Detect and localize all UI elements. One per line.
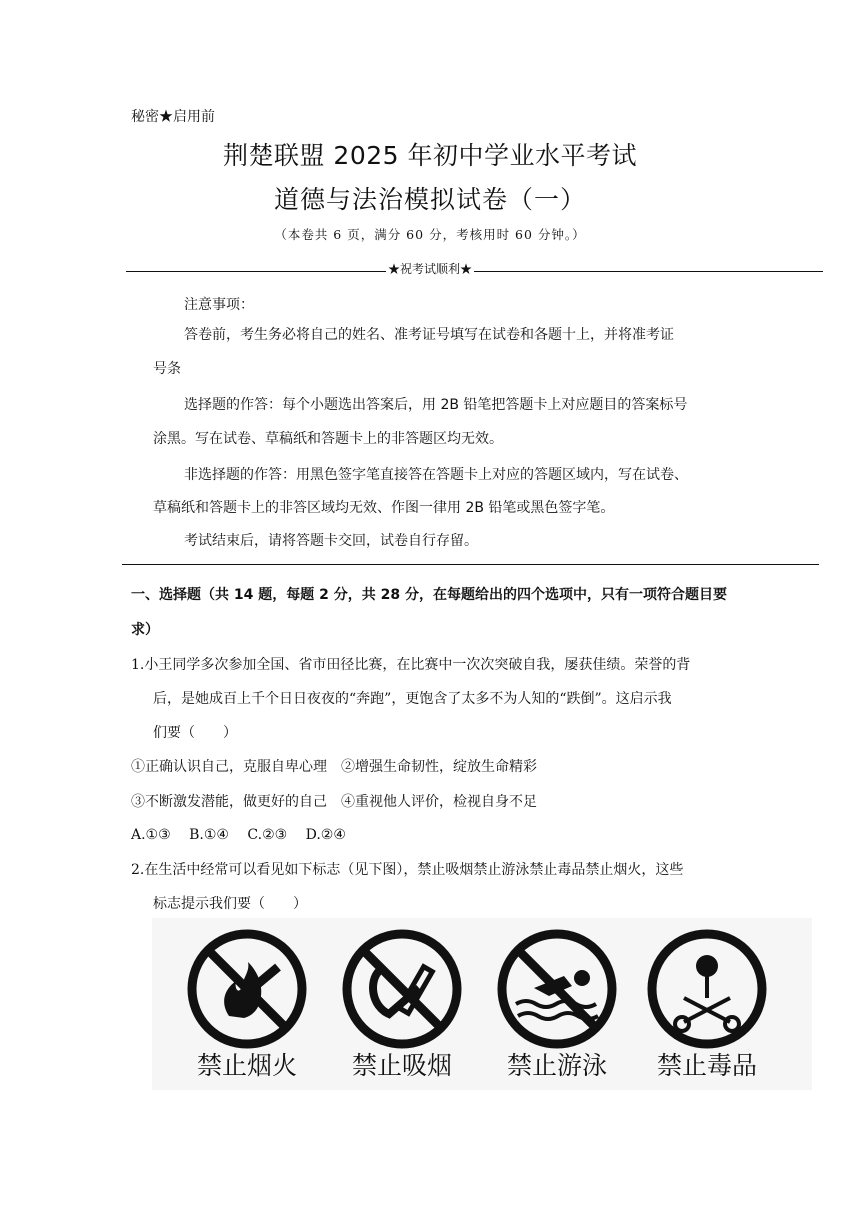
- no-fire-icon: [184, 926, 310, 1052]
- no-smoking-label: 禁止吸烟: [351, 1051, 452, 1080]
- notice-item-1-cont: 号条: [153, 361, 181, 377]
- no-fire-label: 禁止烟火: [196, 1051, 297, 1080]
- no-swimming-icon: [494, 926, 620, 1052]
- question-1-answers: A.①③ B.①④ C.②③ D.②④: [131, 827, 346, 843]
- no-smoking-icon: [339, 926, 465, 1052]
- prohibition-signs-image: [152, 918, 812, 1090]
- no-smoking-sign: [327, 918, 477, 1090]
- confidential-label: 秘密★启用前: [131, 109, 215, 125]
- section-heading: 一、选择题（共 14 题，每题 2 分，共 28 分，在每题给出的四个选项中，只有一项符合题目要求）: [131, 587, 727, 638]
- question-1-line-3: 们要（ ）: [153, 725, 237, 741]
- question-1-options-2: ③不断激发潜能，做更好的自己 ④重视他人评价，检视自身不足: [131, 794, 537, 810]
- no-fire-sign: [172, 918, 322, 1090]
- question-1-line-2: 后，是她成百上千个日日夜夜的“奔跑”，更饱含了太多不为人知的“跌倒”。这启示我: [153, 691, 672, 707]
- no-swimming-label: 禁止游泳: [506, 1051, 607, 1080]
- exam-title: 荆楚联盟 2025 年初中学业水平考试: [222, 141, 638, 170]
- notice-divider: [122, 564, 819, 565]
- notice-heading: 注意事项：: [184, 297, 254, 313]
- question-2-line-2: 标志提示我们要（ ）: [153, 896, 307, 912]
- notice-item-1: 答卷前，考生务必将自己的姓名、准考证号填写在试卷和各题十上，并将准考证: [184, 327, 674, 343]
- question-2-line-1: 2.在生活中经常可以看见如下标志（见下图），禁止吸烟禁止游泳禁止毒品禁止烟火，这些: [131, 862, 684, 878]
- notice-item-3: 非选择题的作答：用黑色签字笔直接答在答题卡上对应的答题区域内，写在试卷、: [184, 467, 688, 483]
- question-1-options-1: ①正确认识自己，克服自卑心理 ②增强生命韧性，绽放生命精彩: [131, 759, 537, 775]
- no-drugs-label: 禁止毒品: [656, 1051, 757, 1080]
- good-luck-banner: [0, 260, 860, 277]
- notice-item-3-cont: 草稿纸和答题卡上的非答区域均无效、作图一律用 2B 铅笔或黑色签字笔。: [153, 500, 615, 516]
- no-drugs-sign: [632, 918, 782, 1090]
- notice-item-2-cont: 涂黑。写在试卷、草稿纸和答题卡上的非答题区均无效。: [153, 431, 503, 447]
- question-1-line-1: 1.小王同学多次参加全国、省市田径比赛，在比赛中一次次突破自我，屡获佳绩。荣誉的背: [131, 657, 691, 673]
- paper-subtitle: （本卷共 6 页，满分 60 分，考核用时 60 分钟。）: [274, 227, 586, 242]
- paper-title: 道德与法治模拟试卷（一）: [273, 185, 586, 214]
- notice-item-4: 考试结束后，请将答题卡交回，试卷自行存留。: [184, 533, 478, 549]
- notice-item-2: 选择题的作答：每个小题选出答案后，用 2B 铅笔把答题卡上对应题目的答案标号: [184, 397, 688, 413]
- no-swimming-sign: [482, 918, 632, 1090]
- no-drugs-icon: [644, 926, 770, 1052]
- good-luck-text: ★祝考试顺利★: [387, 262, 472, 276]
